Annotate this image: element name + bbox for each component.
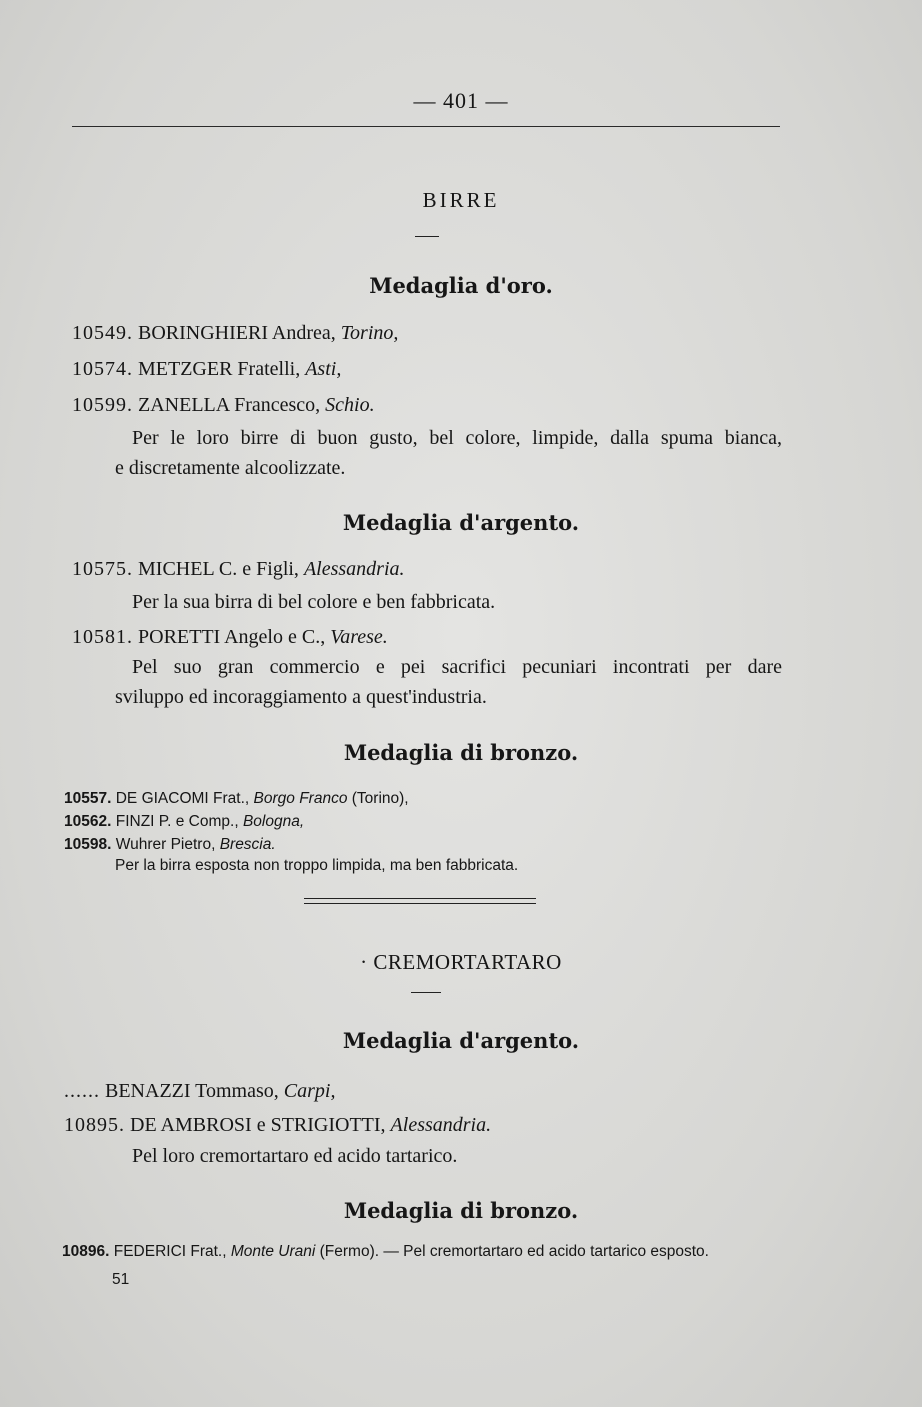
entry-10557: 10557. DE GIACOMI Frat., Borgo Franco (Torino), [64,790,409,807]
note-10575: Per la sua birra di bel colore e ben fabbricata. [132,591,496,613]
note-bronzo: Per la birra esposta non troppo limpida, ma ben fabbricata. [115,857,519,874]
entry-10574: 10574. METZGER Fratelli, Asti, [72,358,342,380]
section-title-cremortartaro: · CREMORTARTARO [360,950,562,974]
entry-10896: 10896. FEDERICI Frat., Monte Urani (Fermo). — Pel cremortartaro ed acido tartarico esposto. [62,1243,709,1260]
header-rule [72,126,780,127]
medal-heading-argento-cremortartaro: Medaglia d'argento. [342,1028,580,1053]
medal-heading-oro: Medaglia d'oro. [369,273,553,298]
note-cremortartaro-argento: Pel loro cremortartaro ed acido tartarico. [132,1145,458,1167]
entry-10599: 10599. ZANELLA Francesco, Schio. [72,394,375,416]
entry-10598: 10598. Wuhrer Pietro, Brescia. [64,836,276,853]
section-divider-double-rule [304,898,536,904]
section-dash [415,236,439,237]
signature-mark: 51 [112,1271,130,1288]
entry-10549: 10549. BORINGHIERI Andrea, Torino, [72,322,399,344]
note-oro: Per le loro birre di buon gusto, bel colore, limpide, dalla spuma bianca, e discretamente alcoolizzate. [115,427,782,479]
note-10581: Pel suo gran commercio e pei sacrifici pecuniari incontrati per dare sviluppo ed incoraggiamento a quest'industria. [115,656,782,708]
medal-heading-argento: Medaglia d'argento. [342,510,580,535]
entry-10895: 10895. DE AMBROSI e STRIGIOTTI, Alessandria. [64,1114,492,1136]
section-title-birre: BIRRE [422,188,500,212]
section-dash [411,992,441,993]
entry-10581: 10581. PORETTI Angelo e C., Varese. [72,626,388,648]
page-number: — 401 — [413,88,509,113]
medal-heading-bronzo-cremortartaro: Medaglia di bronzo. [343,1198,579,1223]
entry-10562: 10562. FINZI P. e Comp., Bologna, [64,813,305,830]
entry-benazzi: ...... BENAZZI Tommaso, Carpi, [64,1080,336,1102]
entry-10575: 10575. MICHEL C. e Figli, Alessandria. [72,558,405,580]
medal-heading-bronzo: Medaglia di bronzo. [343,740,579,765]
